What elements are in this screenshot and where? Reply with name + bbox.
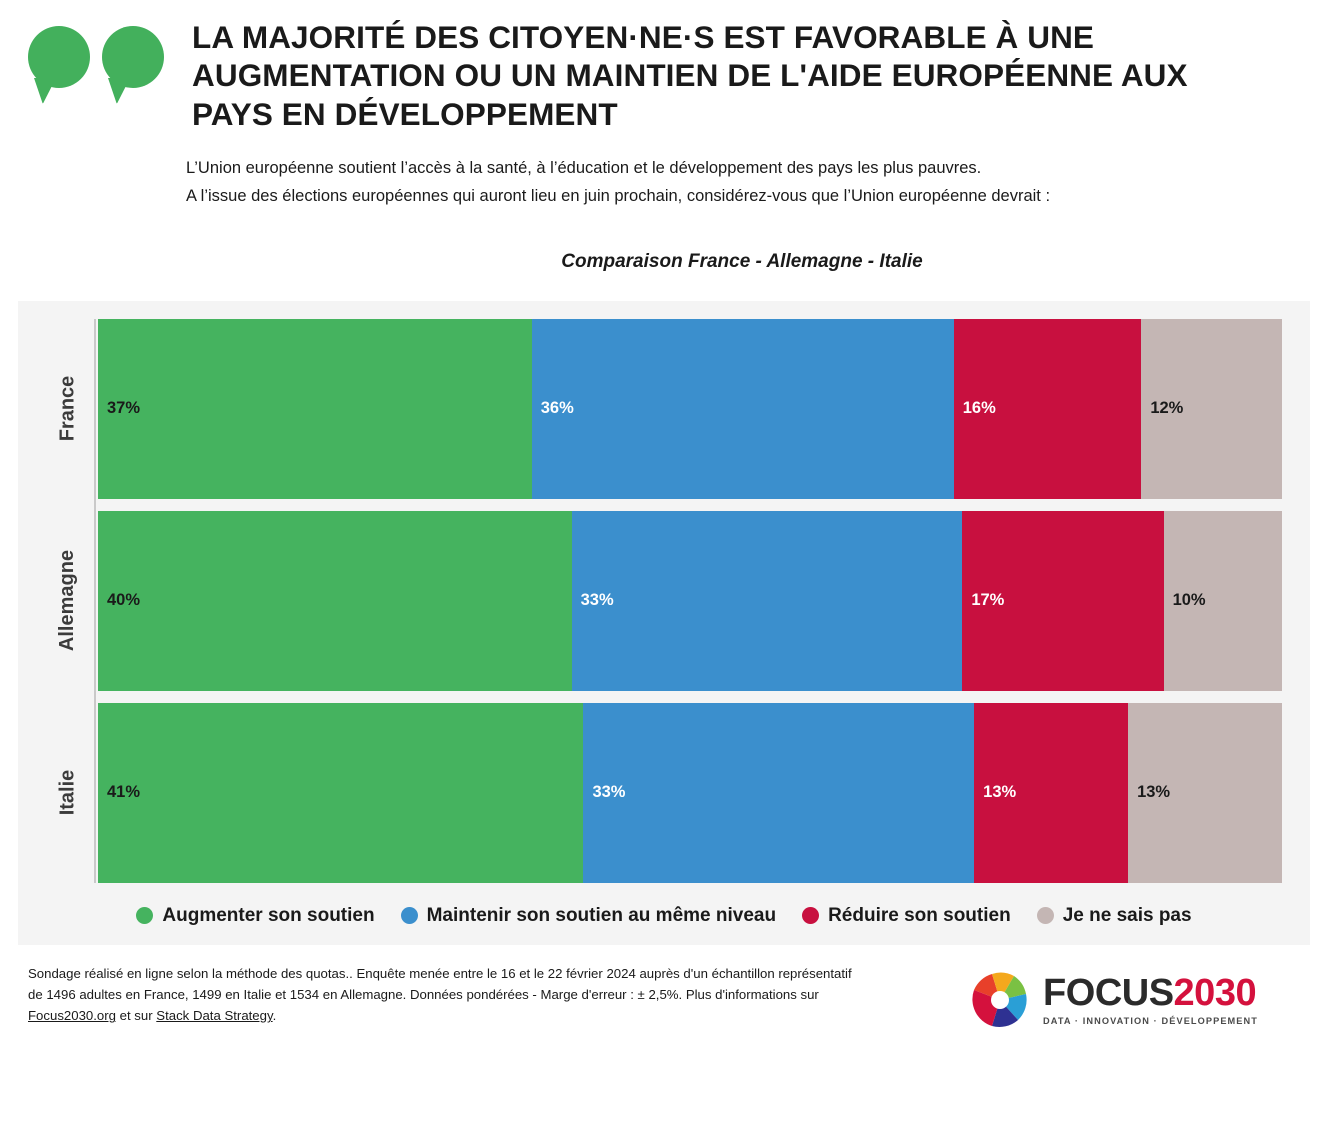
bar-segment[interactable] [583,703,974,883]
bar-value-label: 33% [580,591,614,610]
bar-segment[interactable] [962,511,1163,691]
category-label-text: Italie [56,769,79,816]
legend-item[interactable] [401,905,776,927]
legend-label: Maintenir son soutien au même niveau [426,904,777,926]
bar-value-label: 10% [1172,591,1206,610]
quote-bubble-icon [28,26,90,88]
focus2030-link[interactable]: Focus2030.org [28,1008,116,1024]
bar-segment[interactable] [572,511,963,691]
bar-value-label: 41% [107,783,141,802]
chart-row [56,703,1282,883]
bar-segment[interactable] [532,319,954,499]
bar-stack [98,703,1282,883]
bar-value-label: 13% [1137,783,1171,802]
legend-item[interactable] [136,905,374,927]
quote-bubbles [28,26,164,88]
intro-line-2: A l’issue des élections européennes qui auront lieu en juin prochain, considérez-vous que l’Union européenne devrait : [186,186,1051,205]
chart-row [56,319,1282,499]
chart-subtitle: Comparaison France - Allemagne - Italie [561,250,923,272]
brand-name-focus: FOCUS [1043,971,1174,1014]
legend-color-dot-icon [401,907,418,924]
bar-segment[interactable] [98,511,572,691]
brand-name-year: 2030 [1173,971,1257,1014]
legend-item[interactable] [802,905,1011,927]
intro-line-1: L’Union européenne soutient l’accès à la santé, à l’éducation et le développement des pays les plus pauvres. [186,159,982,178]
methodology-text-2: et sur [115,1008,157,1024]
category-label [46,319,90,499]
legend-color-dot-icon [802,907,819,924]
intro-block [0,133,1328,272]
header [0,0,1328,133]
legend-color-dot-icon [1037,907,1054,924]
brand-logo-block [969,969,1258,1031]
bar-stack [98,319,1282,499]
methodology-text-1: Sondage réalisé en ligne selon la méthode des quotas.. Enquête menée entre le 16 et le 22 février 2024 auprès d'un échantillon représentatif de 1496 adultes en France, 1499 en Italie et 1534 en Allemagne. Données pondérées - Marge d'erreur : ± 2,5%. Plus d'informations sur [28,965,852,1003]
methodology-note [28,963,858,1027]
focus2030-logo-icon [969,969,1031,1031]
legend-label: Augmenter son soutien [162,904,375,926]
stacked-bar-chart [46,319,1282,883]
page-title: LA MAJORITÉ DES CITOYEN·NE·S EST FAVORABLE À UNE AUGMENTATION OU UN MAINTIEN DE L'AIDE EUROPÉENNE AUX PAYS EN DÉVELOPPEMENT [192,19,1188,132]
bar-segment[interactable] [954,319,1142,499]
bar-value-label: 16% [962,399,996,418]
bar-segment[interactable] [1164,511,1282,691]
brand-wordmark [1043,971,1258,1026]
stack-data-strategy-link[interactable]: Stack Data Strategy [156,1008,273,1024]
chart-row [56,511,1282,691]
category-label [46,703,90,883]
category-label-text: France [56,375,79,442]
bar-segment[interactable] [98,703,583,883]
quote-bubble-icon [102,26,164,88]
chart-legend [46,905,1282,931]
bar-value-label: 37% [107,399,141,418]
legend-label: Réduire son soutien [828,904,1011,926]
bar-value-label: 13% [983,783,1017,802]
bar-stack [98,511,1282,691]
bar-segment[interactable] [98,319,532,499]
category-label [46,511,90,691]
bar-value-label: 36% [540,399,574,418]
bar-segment[interactable] [1128,703,1282,883]
legend-color-dot-icon [136,907,153,924]
bar-value-label: 33% [592,783,626,802]
bar-value-label: 17% [971,591,1005,610]
category-label-text: Allemagne [56,550,79,652]
chart-panel [18,301,1310,945]
bar-value-label: 40% [107,591,141,610]
legend-label: Je ne sais pas [1062,904,1192,926]
bar-segment[interactable] [1141,319,1282,499]
footer [0,945,1328,1031]
methodology-text-3: . [272,1008,277,1024]
brand-tagline: DATA · INNOVATION · DÉVELOPPEMENT [1043,1015,1258,1026]
legend-item[interactable] [1037,905,1192,927]
bar-segment[interactable] [974,703,1128,883]
bar-value-label: 12% [1150,399,1184,418]
